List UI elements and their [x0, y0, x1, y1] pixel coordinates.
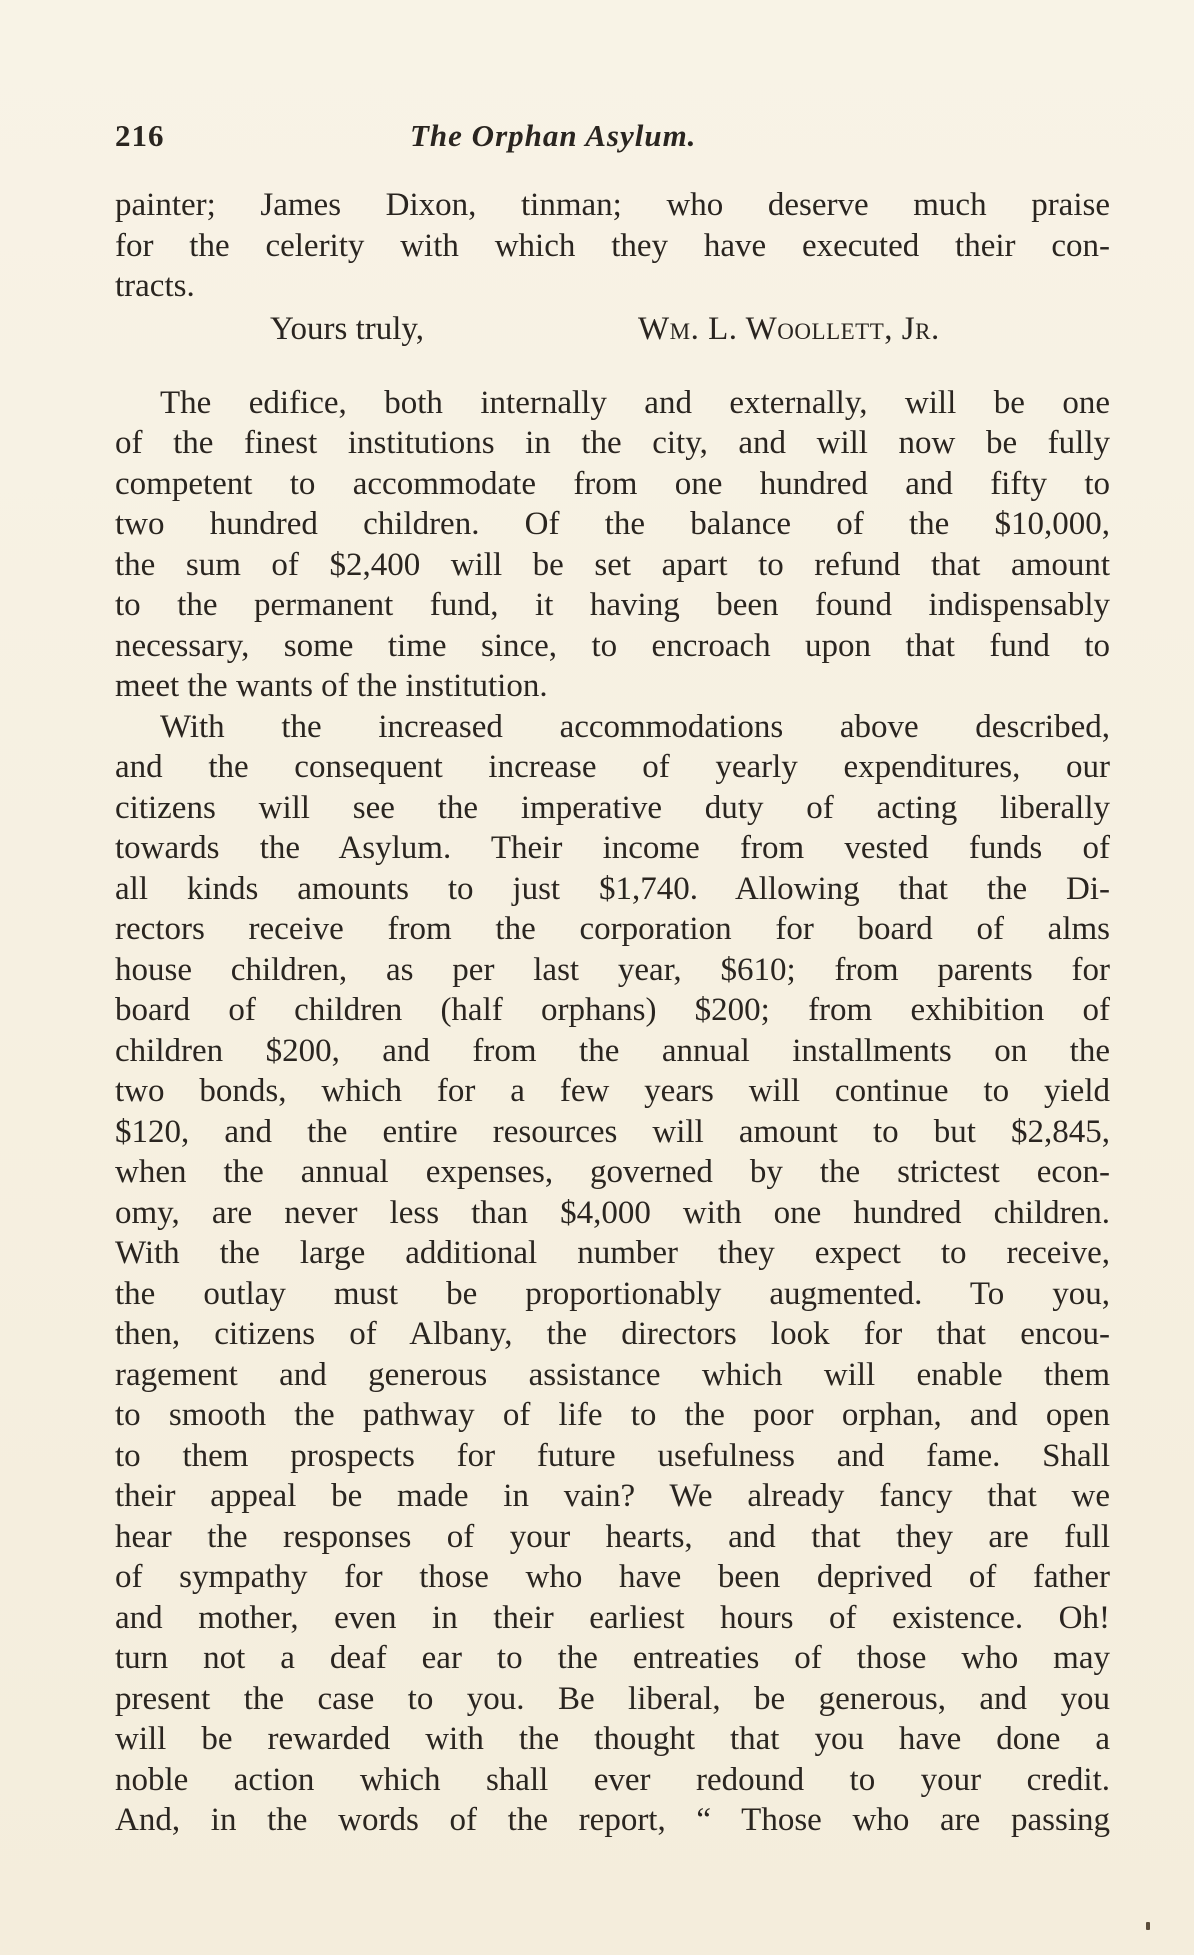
page-header	[115, 118, 1055, 162]
text-line: rectors receive from the corporation for board of alms	[115, 911, 1110, 947]
text-line: omy, are never less than $4,000 with one hundred children.	[115, 1194, 1110, 1231]
text-line: meet the wants of the institution.	[115, 668, 548, 704]
text-line: hear the responses of your hearts, and that they are full	[115, 1518, 1110, 1555]
text-line: all kinds amounts to just $1,740. Allowing that the Di-	[115, 870, 1110, 907]
letter-ending	[115, 185, 1110, 351]
running-head: The Orphan Asylum.	[410, 118, 697, 153]
text-line: towards the Asylum. Their income from vested funds of	[115, 830, 1110, 866]
text-line: children $200, and from the annual installments on the	[115, 1032, 1110, 1069]
text-line: necessary, some time since, to encroach upon that fund to	[115, 627, 1110, 664]
text-line: to smooth the pathway of life to the poor orphan, and open	[115, 1397, 1110, 1433]
text-line: The edifice, both internally and externally, will be one	[160, 384, 1110, 421]
body-text	[115, 185, 1110, 1841]
text-line: then, citizens of Albany, the directors look for that encou-	[115, 1316, 1110, 1352]
ink-speck	[1146, 1922, 1150, 1930]
text-line: two bonds, which for a few years will continue to yield	[115, 1073, 1110, 1109]
text-line: of sympathy for those who have been deprived of father	[115, 1559, 1110, 1595]
text-line: citizens will see the imperative duty of acting liberally	[115, 789, 1110, 826]
paragraph-accommodations	[115, 707, 1110, 1841]
text-line: and the consequent increase of yearly expenditures, our	[115, 749, 1110, 785]
text-line: of the finest institutions in the city, and will now be fully	[115, 425, 1110, 461]
text-line: and mother, even in their earliest hours of existence. Oh!	[115, 1599, 1110, 1636]
text-line: when the annual expenses, governed by the strictest econ-	[115, 1154, 1110, 1190]
text-line: for the celerity with which they have executed their con-	[115, 227, 1110, 264]
text-line: to them prospects for future usefulness and fame. Shall	[115, 1437, 1110, 1474]
text-line: With the large additional number they expect to receive,	[115, 1235, 1110, 1271]
text-line: With the increased accommodations above described,	[160, 708, 1110, 745]
signer-name: Wm. L. Woollett, Jr.	[638, 310, 940, 347]
text-line: will be rewarded with the thought that you have done a	[115, 1721, 1110, 1757]
text-line: ragement and generous assistance which will enable them	[115, 1356, 1110, 1393]
page-number: 216	[115, 118, 165, 153]
text-line: to the permanent fund, it having been found indispensably	[115, 587, 1110, 623]
text-line: the outlay must be proportionably augmented. To you,	[115, 1275, 1110, 1312]
text-line: house children, as per last year, $610; from parents for	[115, 951, 1110, 988]
text-line: two hundred children. Of the balance of the $10,000,	[115, 506, 1110, 542]
paragraph-edifice	[115, 383, 1110, 707]
text-line: board of children (half orphans) $200; from exhibition of	[115, 992, 1110, 1028]
letter-signature	[115, 307, 1110, 351]
text-line: And, in the words of the report, “ Those who are passing	[115, 1802, 1110, 1838]
text-line: painter; James Dixon, tinman; who deserve much praise	[115, 187, 1110, 223]
text-line: turn not a deaf ear to the entreaties of those who may	[115, 1640, 1110, 1676]
text-line: their appeal be made in vain? We already fancy that we	[115, 1478, 1110, 1514]
text-line: the sum of $2,400 will be set apart to refund that amount	[115, 546, 1110, 583]
text-line: present the case to you. Be liberal, be generous, and you	[115, 1680, 1110, 1717]
text-line: $120, and the entire resources will amount to but $2,845,	[115, 1113, 1110, 1150]
text-line: tracts.	[115, 268, 195, 304]
text-line: competent to accommodate from one hundred and fifty to	[115, 465, 1110, 502]
letter-closing: Yours truly,	[270, 310, 425, 347]
text-line: noble action which shall ever redound to your credit.	[115, 1761, 1110, 1798]
